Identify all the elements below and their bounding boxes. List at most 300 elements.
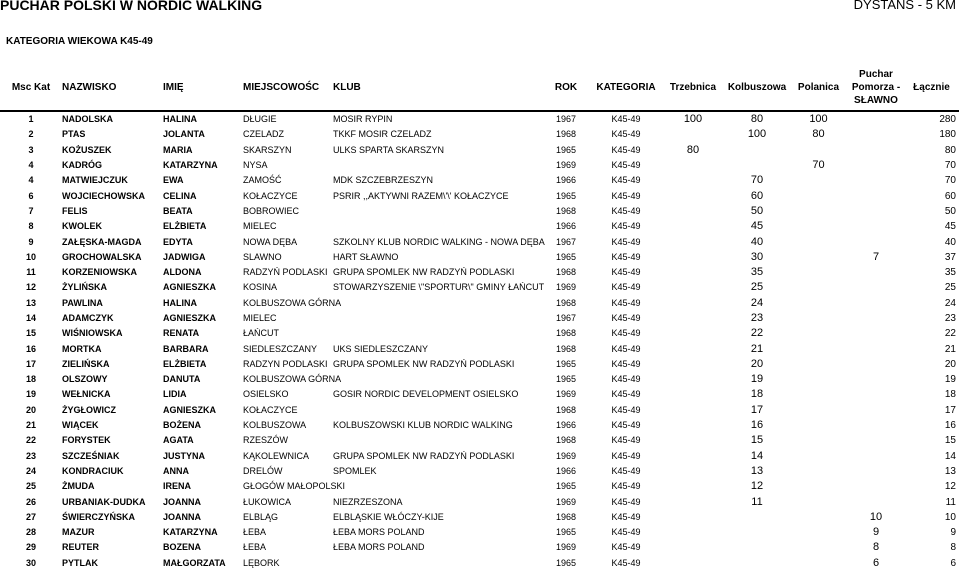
imie-cell: JADWIGA <box>163 251 206 262</box>
kategoria-cell: K45-49 <box>611 557 641 568</box>
pomorze-cell <box>848 265 904 280</box>
table-row <box>0 265 959 280</box>
polanica-cell <box>789 418 848 433</box>
msc-cell: 17 <box>25 358 36 369</box>
lacznie-cell: 17 <box>944 404 956 416</box>
trzebnica-cell <box>661 540 725 555</box>
kolbuszowa-cell: 70 <box>750 174 764 187</box>
nazwisko-cell: PYTLAK <box>62 557 98 568</box>
pomorze-cell <box>848 280 904 295</box>
kategoria-cell: K45-49 <box>611 511 641 522</box>
col-trzebnica: Trzebnica <box>669 81 717 93</box>
miejscowosc-cell: ŁEBA <box>243 542 267 553</box>
imie-cell: ELŻBIETA <box>163 221 207 232</box>
lacznie-cell: 70 <box>944 160 956 172</box>
klub-cell <box>333 158 541 173</box>
msc-cell: 1 <box>28 114 34 125</box>
kategoria-cell: K45-49 <box>611 175 641 186</box>
klub-cell <box>333 479 541 494</box>
miejscowosc-cell: SIEDLESZCZANY <box>243 343 318 354</box>
trzebnica-cell <box>661 204 725 219</box>
lacznie-cell: 35 <box>944 267 956 279</box>
kategoria-cell: K45-49 <box>611 450 641 461</box>
table-row <box>0 234 959 249</box>
imie-cell: BARBARA <box>163 343 209 354</box>
kolbuszowa-cell: 25 <box>750 281 764 294</box>
polanica-cell <box>789 525 848 540</box>
kolbuszowa-cell <box>725 525 789 540</box>
lacznie-cell: 16 <box>944 420 956 432</box>
pomorze-cell <box>848 219 904 234</box>
msc-cell: 12 <box>25 282 36 293</box>
polanica-cell <box>789 341 848 356</box>
klub-cell: MDK SZCZEBRZESZYN <box>333 175 434 186</box>
klub-cell: HART SŁAWNO <box>333 251 399 262</box>
nazwisko-cell: PAWLINA <box>62 297 103 308</box>
klub-cell: KOLBUSZOWSKI KLUB NORDIC WALKING <box>333 420 513 431</box>
kategoria-cell: K45-49 <box>611 144 641 155</box>
pomorze-cell <box>848 418 904 433</box>
kolbuszowa-cell <box>725 556 789 571</box>
miejscowosc-cell: ZAMOŚĆ <box>243 175 282 186</box>
imie-cell: JOANNA <box>163 511 202 522</box>
polanica-cell <box>789 449 848 464</box>
nazwisko-cell: MORTKA <box>62 343 102 354</box>
kolbuszowa-cell: 11 <box>751 495 763 508</box>
trzebnica-cell <box>661 418 725 433</box>
nazwisko-cell: GROCHOWALSKA <box>62 251 142 262</box>
kolbuszowa-cell: 40 <box>750 235 764 248</box>
trzebnica-cell <box>661 494 725 509</box>
msc-cell: 28 <box>25 527 36 538</box>
lacznie-cell: 10 <box>944 511 956 523</box>
pomorze-cell <box>848 127 904 142</box>
imie-cell: BEATA <box>163 205 193 216</box>
nazwisko-cell: ŻYGŁOWICZ <box>62 404 116 415</box>
kategoria-cell: K45-49 <box>611 114 641 125</box>
nazwisko-cell: MATWIEJCZUK <box>62 175 128 186</box>
rok-cell: 1965 <box>555 251 577 262</box>
msc-cell: 14 <box>25 313 36 323</box>
rok-cell: 1968 <box>555 328 577 339</box>
kategoria-cell: K45-49 <box>611 205 641 216</box>
trzebnica-cell <box>661 479 725 494</box>
msc-cell: 27 <box>25 511 36 522</box>
miejscowosc-cell: KOLBUSZOWA GÓRNA <box>243 374 342 385</box>
nazwisko-cell: ŚWIERCZYŃSKA <box>62 511 136 522</box>
kolbuszowa-cell: 35 <box>750 266 764 279</box>
msc-cell: 7 <box>28 205 34 216</box>
msc-cell: 15 <box>25 328 36 339</box>
kolbuszowa-cell: 80 <box>750 113 764 126</box>
miejscowosc-cell: NOWA DĘBA <box>243 236 298 247</box>
msc-cell: 24 <box>25 465 36 476</box>
nazwisko-cell: WIŚNIOWSKA <box>62 328 123 339</box>
lacznie-cell: 40 <box>944 236 956 248</box>
miejscowosc-cell: SLAWNO <box>243 251 282 262</box>
msc-cell: 11 <box>26 267 36 278</box>
miejscowosc-cell: NYSA <box>243 160 268 171</box>
klub-cell: MOSIR RYPIN <box>333 114 393 125</box>
nazwisko-cell: KONDRACIUK <box>62 465 124 476</box>
table-row <box>0 158 959 173</box>
trzebnica-cell <box>661 280 725 295</box>
pomorze-cell: 6 <box>872 556 880 569</box>
polanica-cell <box>789 188 848 203</box>
trzebnica-cell <box>661 296 725 311</box>
klub-cell: ŁEBA MORS POLAND <box>333 527 425 538</box>
lacznie-cell: 20 <box>944 358 956 370</box>
kategoria-cell: K45-49 <box>611 374 641 385</box>
col-nazwisko: NAZWISKO <box>62 81 117 93</box>
msc-cell: 13 <box>25 297 36 308</box>
polanica-cell <box>789 540 848 555</box>
kategoria-cell: K45-49 <box>611 129 641 140</box>
kategoria-cell: K45-49 <box>611 481 641 492</box>
table-row <box>0 540 959 555</box>
table-row <box>0 449 959 464</box>
nazwisko-cell: URBANIAK-DUDKA <box>62 496 146 507</box>
kolbuszowa-cell <box>725 540 789 555</box>
trzebnica-cell <box>661 158 725 173</box>
klub-cell <box>333 556 541 571</box>
rok-cell: 1968 <box>555 435 577 446</box>
table-row <box>0 127 959 142</box>
pomorze-cell <box>848 188 904 203</box>
polanica-cell <box>789 433 848 448</box>
kolbuszowa-cell: 16 <box>750 419 764 432</box>
kolbuszowa-cell: 15 <box>750 434 764 447</box>
kolbuszowa-cell <box>725 510 789 525</box>
kolbuszowa-cell: 50 <box>750 204 764 217</box>
polanica-cell <box>789 403 848 418</box>
col-msc: Msc Kat <box>11 81 51 93</box>
table-row <box>0 387 959 402</box>
nazwisko-cell: WEŁNICKA <box>62 389 111 400</box>
header-row <box>0 64 959 111</box>
lacznie-cell: 70 <box>944 175 956 187</box>
col-lacznie: Łącznie <box>913 81 950 93</box>
imie-cell: HALINA <box>163 297 197 308</box>
lacznie-cell: 45 <box>944 221 956 233</box>
lacznie-cell: 180 <box>939 129 956 141</box>
col-kolbuszowa: Kolbuszowa <box>727 81 787 93</box>
kategoria-cell: K45-49 <box>611 236 641 247</box>
kategoria-cell: K45-49 <box>611 389 641 400</box>
imie-cell: IRENA <box>163 481 192 492</box>
lacznie-cell: 14 <box>944 450 956 462</box>
klub-cell: STOWARZYSZENIE \"SPORTUR\" GMINY ŁAŃCUT <box>333 282 545 293</box>
kolbuszowa-cell: 17 <box>750 403 764 416</box>
pomorze-cell <box>848 387 904 402</box>
nazwisko-cell: PTAS <box>62 129 86 140</box>
table-row <box>0 525 959 540</box>
imie-cell: BOZENA <box>163 542 201 553</box>
klub-cell <box>333 219 541 234</box>
rok-cell: 1965 <box>555 527 577 538</box>
polanica-cell <box>789 296 848 311</box>
table-row <box>0 556 959 571</box>
imie-cell: AGNIESZKA <box>163 404 217 415</box>
klub-cell: TKKF MOSIR CZELADZ <box>333 129 432 140</box>
kategoria-cell: K45-49 <box>611 221 641 232</box>
imie-cell: EWA <box>163 175 184 186</box>
pomorze-cell <box>848 204 904 219</box>
kategoria-cell: K45-49 <box>611 313 641 323</box>
kolbuszowa-cell: 20 <box>750 357 764 370</box>
col-rok: ROK <box>554 81 578 93</box>
table-row <box>0 250 959 265</box>
imie-cell: ANNA <box>163 465 189 476</box>
rok-cell: 1968 <box>555 129 577 140</box>
kategoria-cell: K45-49 <box>611 527 641 538</box>
klub-cell <box>333 311 541 326</box>
polanica-cell <box>789 311 848 326</box>
pomorze-cell <box>848 158 904 173</box>
table-row <box>0 372 959 387</box>
msc-cell: 26 <box>25 496 36 507</box>
pomorze-cell <box>848 403 904 418</box>
lacznie-cell: 22 <box>944 328 956 340</box>
polanica-cell <box>789 479 848 494</box>
rok-cell: 1966 <box>555 465 577 476</box>
klub-cell: GRUPA SPOMLEK NW RADZYŃ PODLASKI <box>333 358 515 369</box>
trzebnica-cell <box>661 234 725 249</box>
pomorze-cell <box>848 341 904 356</box>
klub-cell: ŁEBA MORS POLAND <box>333 542 425 553</box>
klub-cell <box>333 326 541 341</box>
imie-cell: BOŻENA <box>163 420 201 431</box>
col-miejscowosc: MIEJSCOWOŚC <box>243 81 320 93</box>
rok-cell: 1968 <box>555 404 577 415</box>
miejscowosc-cell: ŁUKOWICA <box>243 496 292 507</box>
col-klub: KLUB <box>333 81 361 93</box>
lacznie-cell: 23 <box>944 313 956 324</box>
lacznie-cell: 15 <box>944 435 956 447</box>
pomorze-cell <box>848 433 904 448</box>
table-row <box>0 479 959 494</box>
rok-cell: 1966 <box>555 420 577 431</box>
msc-cell: 10 <box>25 251 36 262</box>
kategoria-cell: K45-49 <box>611 435 641 446</box>
polanica-cell <box>789 173 848 188</box>
msc-cell: 23 <box>25 450 36 461</box>
pomorze-cell <box>848 449 904 464</box>
imie-cell: CELINA <box>163 190 197 201</box>
nazwisko-cell: REUTER <box>62 542 100 553</box>
imie-cell: RENATA <box>163 328 200 339</box>
trzebnica-cell <box>661 250 725 265</box>
miejscowosc-cell: RADZYŃ PODLASKI <box>243 267 328 278</box>
polanica-cell <box>789 357 848 372</box>
trzebnica-cell <box>661 403 725 418</box>
category-label: KATEGORIA WIEKOWA K45-49 <box>6 36 153 47</box>
kategoria-cell: K45-49 <box>611 190 641 201</box>
msc-cell: 2 <box>28 129 34 140</box>
rok-cell: 1968 <box>555 267 577 278</box>
imie-cell: JOLANTA <box>163 129 205 140</box>
trzebnica-cell <box>661 188 725 203</box>
kategoria-cell: K45-49 <box>611 251 641 262</box>
trzebnica-cell <box>661 357 725 372</box>
msc-cell: 16 <box>25 343 36 354</box>
klub-cell: ELBLĄSKIE WŁÓCZY-KIJE <box>333 511 444 522</box>
pomorze-cell <box>848 173 904 188</box>
miejscowosc-cell: RADZYN PODLASKI <box>243 358 328 369</box>
miejscowosc-cell: MIELEC <box>243 313 277 323</box>
table-row <box>0 204 959 219</box>
trzebnica-cell <box>661 464 725 479</box>
polanica-cell <box>789 556 848 571</box>
trzebnica-cell <box>661 525 725 540</box>
polanica-cell <box>789 219 848 234</box>
lacznie-cell: 19 <box>944 374 956 386</box>
rok-cell: 1965 <box>555 557 577 568</box>
rok-cell: 1965 <box>555 374 577 385</box>
miejscowosc-cell: BOBROWIEC <box>243 205 300 216</box>
rok-cell: 1969 <box>555 160 577 171</box>
klub-cell <box>333 204 541 219</box>
kategoria-cell: K45-49 <box>611 343 641 354</box>
kategoria-cell: K45-49 <box>611 328 641 339</box>
kategoria-cell: K45-49 <box>611 465 641 476</box>
imie-cell: KATARZYNA <box>163 160 218 171</box>
miejscowosc-cell: MIELEC <box>243 221 277 232</box>
imie-cell: MARIA <box>163 144 193 155</box>
kategoria-cell: K45-49 <box>611 420 641 431</box>
polanica-cell: 70 <box>812 159 825 172</box>
kategoria-cell: K45-49 <box>611 267 641 278</box>
polanica-cell <box>789 204 848 219</box>
klub-cell <box>333 296 541 311</box>
col-pomorze-line3: SŁAWNO <box>854 94 898 106</box>
nazwisko-cell: NADOLSKA <box>62 114 113 125</box>
pomorze-cell <box>848 143 904 158</box>
msc-cell: 4 <box>28 175 34 186</box>
page-title: PUCHAR POLSKI W NORDIC WALKING <box>0 0 263 13</box>
kolbuszowa-cell: 60 <box>750 189 764 202</box>
lacznie-cell: 37 <box>944 251 956 263</box>
trzebnica-cell: 80 <box>686 143 700 156</box>
rok-cell: 1967 <box>555 114 577 125</box>
lacznie-cell: 13 <box>944 465 956 477</box>
table-row <box>0 173 959 188</box>
kategoria-cell: K45-49 <box>611 358 641 369</box>
polanica-cell <box>789 326 848 341</box>
table-row <box>0 311 959 326</box>
lacznie-cell: 9 <box>950 527 956 539</box>
kolbuszowa-cell: 18 <box>750 388 764 401</box>
pomorze-cell: 8 <box>872 541 880 554</box>
klub-cell <box>333 403 541 418</box>
trzebnica-cell <box>661 341 725 356</box>
miejscowosc-cell: GŁOGÓW MAŁOPOLSKI <box>243 481 346 492</box>
miejscowosc-cell: KOSINA <box>243 282 278 293</box>
kategoria-cell: K45-49 <box>611 160 641 171</box>
lacznie-cell: 18 <box>944 389 956 401</box>
lacznie-cell: 11 <box>945 496 956 508</box>
kategoria-cell: K45-49 <box>611 404 641 415</box>
polanica-cell <box>789 280 848 295</box>
msc-cell: 3 <box>28 144 34 155</box>
miejscowosc-cell: DRELÓW <box>243 465 283 476</box>
imie-cell: MAŁGORZATA <box>163 557 226 568</box>
rok-cell: 1965 <box>555 190 577 201</box>
col-pomorze-line2: Pomorza - <box>851 81 901 93</box>
nazwisko-cell: WOJCIECHOWSKA <box>62 190 145 201</box>
msc-cell: 22 <box>25 435 36 446</box>
miejscowosc-cell: LĘBORK <box>243 557 280 568</box>
lacznie-cell: 6 <box>950 557 956 569</box>
trzebnica-cell <box>661 449 725 464</box>
pomorze-cell: 9 <box>872 526 880 539</box>
msc-cell: 30 <box>25 557 36 568</box>
imie-cell: KATARZYNA <box>163 527 218 538</box>
table-row <box>0 280 959 295</box>
msc-cell: 25 <box>25 481 36 492</box>
pomorze-cell <box>848 494 904 509</box>
nazwisko-cell: MAZUR <box>62 527 95 538</box>
pomorze-cell <box>848 326 904 341</box>
rok-cell: 1965 <box>555 481 577 492</box>
kolbuszowa-cell: 22 <box>750 327 764 340</box>
polanica-cell: 100 <box>809 113 828 126</box>
polanica-cell <box>789 372 848 387</box>
kolbuszowa-cell: 24 <box>750 296 764 309</box>
msc-cell: 20 <box>25 404 36 415</box>
klub-cell: UKS SIEDLESZCZANY <box>333 343 429 354</box>
pomorze-cell <box>848 311 904 326</box>
klub-cell: GRUPA SPOMLEK NW RADZYŃ PODLASKI <box>333 267 515 278</box>
imie-cell: AGNIESZKA <box>163 282 217 293</box>
trzebnica-cell <box>661 556 725 571</box>
pomorze-cell <box>848 234 904 249</box>
lacznie-cell: 24 <box>944 297 956 309</box>
lacznie-cell: 25 <box>944 282 956 294</box>
nazwisko-cell: ŻMUDA <box>62 481 95 492</box>
table-row <box>0 403 959 418</box>
imie-cell: HALINA <box>163 114 197 125</box>
miejscowosc-cell: KOLBUSZOWA <box>243 420 307 431</box>
table-row <box>0 111 959 127</box>
trzebnica-cell <box>661 387 725 402</box>
rok-cell: 1968 <box>555 297 577 308</box>
miejscowosc-cell: ŁEBA <box>243 527 267 538</box>
rok-cell: 1967 <box>555 313 577 323</box>
msc-cell: 8 <box>28 221 34 232</box>
klub-cell: SZKOLNY KLUB NORDIC WALKING - NOWA DĘBA <box>333 236 545 247</box>
pomorze-cell <box>848 372 904 387</box>
imie-cell: DANUTA <box>163 374 201 385</box>
miejscowosc-cell: CZELADZ <box>243 129 285 140</box>
miejscowosc-cell: KĄKOLEWNICA <box>243 450 310 461</box>
klub-cell: SPOMLEK <box>333 465 377 476</box>
nazwisko-cell: KADRÓG <box>62 160 102 171</box>
polanica-cell <box>789 234 848 249</box>
table-row <box>0 188 959 203</box>
table-row <box>0 357 959 372</box>
col-kategoria: KATEGORIA <box>596 81 656 93</box>
nazwisko-cell: KOŻUSZEK <box>62 144 112 155</box>
table-row <box>0 296 959 311</box>
miejscowosc-cell: RZESZÓW <box>243 435 288 446</box>
lacznie-cell: 50 <box>944 205 956 217</box>
imie-cell: ELŻBIETA <box>163 358 207 369</box>
pomorze-cell <box>848 479 904 494</box>
trzebnica-cell <box>661 311 725 326</box>
rok-cell: 1968 <box>555 511 577 522</box>
kategoria-cell: K45-49 <box>611 496 641 507</box>
